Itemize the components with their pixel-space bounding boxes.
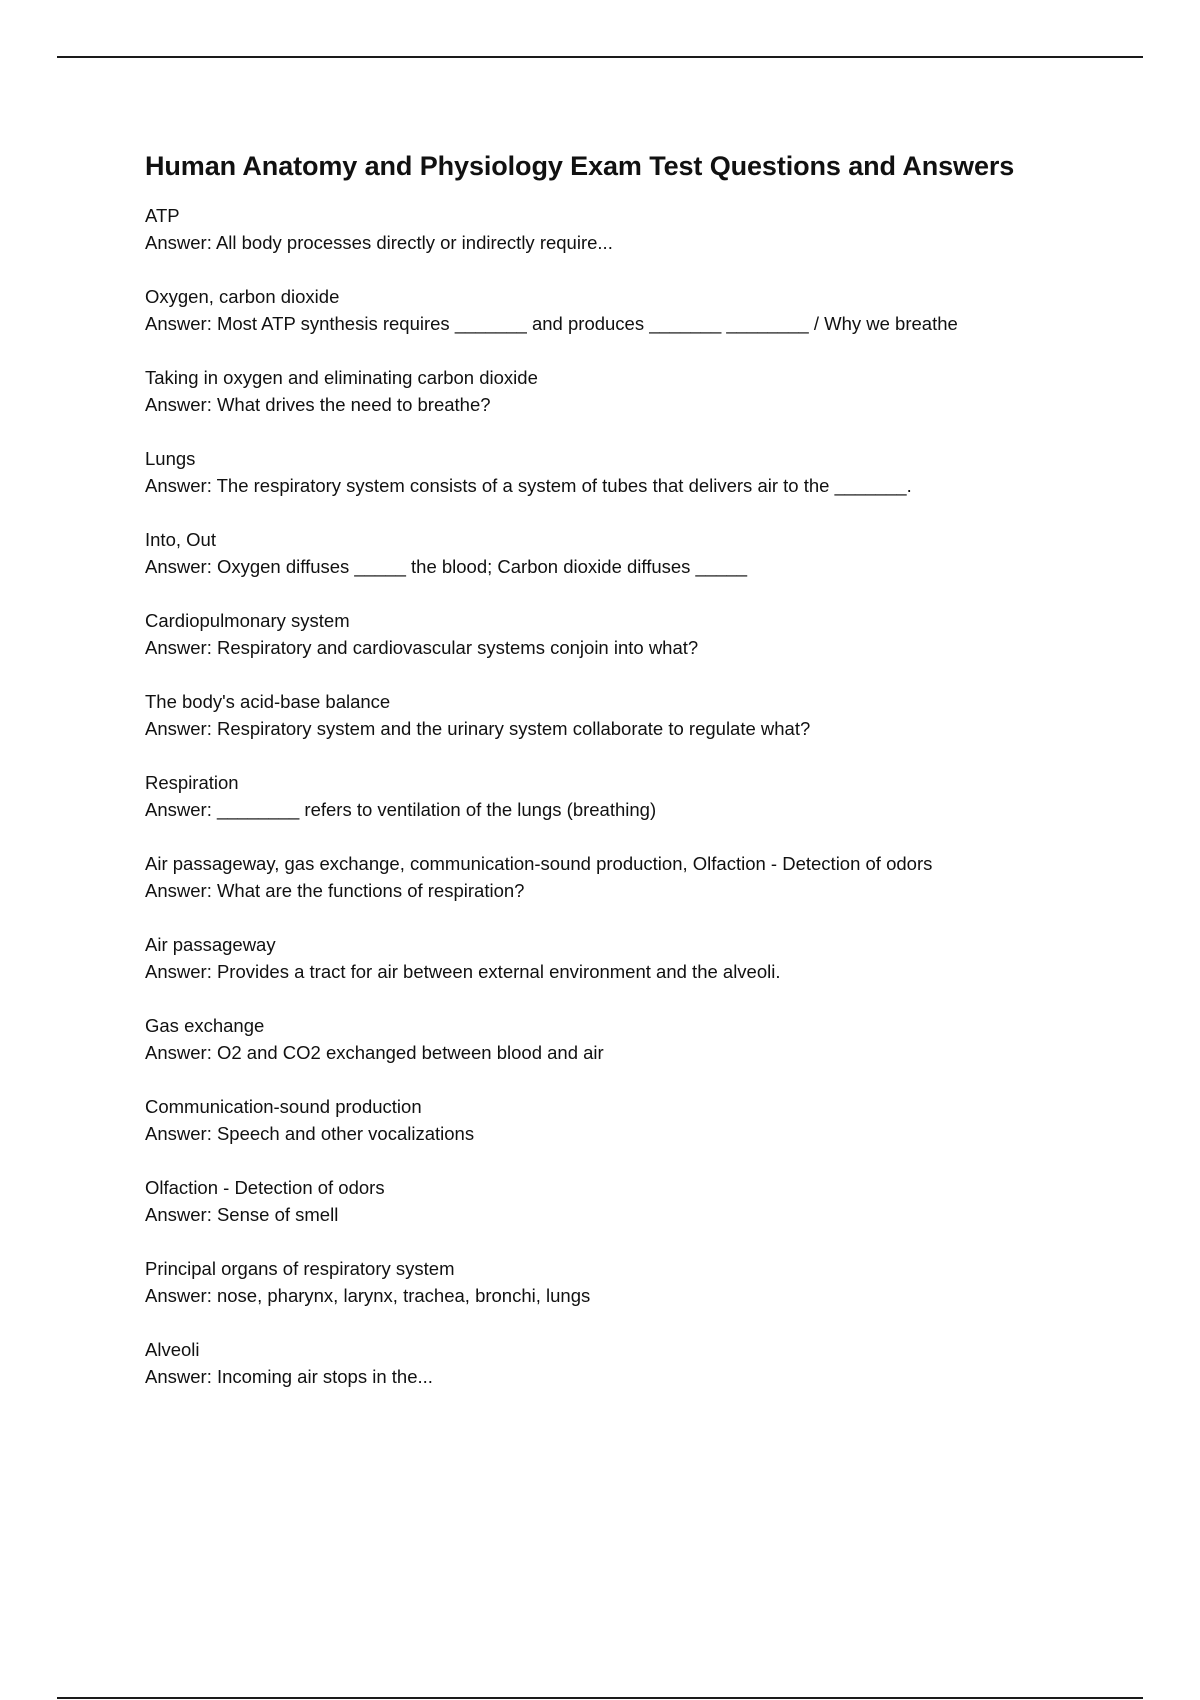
qa-term: Oxygen, carbon dioxide (145, 286, 340, 307)
qa-item (145, 688, 1085, 742)
qa-term: Lungs (145, 448, 196, 469)
qa-item (145, 1336, 1085, 1390)
qa-answer: Answer: Respiratory and cardiovascular systems conjoin into what? (145, 637, 699, 658)
qa-answer: Answer: What are the functions of respiration? (145, 880, 525, 901)
qa-answer: Answer: Incoming air stops in the... (145, 1366, 433, 1387)
qa-answer: Answer: nose, pharynx, larynx, trachea, bronchi, lungs (145, 1285, 591, 1306)
qa-answer: Answer: O2 and CO2 exchanged between blood and air (145, 1042, 604, 1063)
qa-answer: Answer: What drives the need to breathe? (145, 394, 491, 415)
qa-answer: Answer: All body processes directly or indirectly require... (145, 232, 613, 253)
qa-term: Respiration (145, 772, 239, 793)
qa-item (145, 931, 1085, 985)
header-rule (57, 56, 1143, 58)
qa-item (145, 1093, 1085, 1147)
qa-item (145, 526, 1085, 580)
qa-item (145, 850, 1085, 904)
qa-term: Into, Out (145, 529, 216, 550)
qa-term: Gas exchange (145, 1015, 265, 1036)
qa-answer: Answer: Most ATP synthesis requires _______ and produces _______ ________ / Why we breathe (145, 313, 958, 334)
qa-item (145, 1174, 1085, 1228)
qa-item (145, 607, 1085, 661)
qa-term: ATP (145, 205, 180, 226)
qa-term: Olfaction - Detection of odors (145, 1177, 385, 1198)
qa-item (145, 1255, 1085, 1309)
qa-item (145, 202, 1085, 256)
qa-answer: Answer: Provides a tract for air between external environment and the alveoli. (145, 961, 781, 982)
qa-term: Principal organs of respiratory system (145, 1258, 455, 1279)
qa-item (145, 445, 1085, 499)
footer-rule (57, 1697, 1143, 1699)
qa-term: Taking in oxygen and eliminating carbon dioxide (145, 367, 538, 388)
qa-item (145, 364, 1085, 418)
qa-item (145, 283, 1085, 337)
qa-answer: Answer: The respiratory system consists of a system of tubes that delivers air to the _______. (145, 475, 912, 496)
qa-item (145, 769, 1085, 823)
qa-term: Alveoli (145, 1339, 200, 1360)
qa-term: Air passageway (145, 934, 276, 955)
qa-answer: Answer: ________ refers to ventilation of the lungs (breathing) (145, 799, 657, 820)
document-title: Human Anatomy and Physiology Exam Test Questions and Answers (145, 151, 1015, 181)
qa-term: Communication-sound production (145, 1096, 422, 1117)
qa-term: Cardiopulmonary system (145, 610, 350, 631)
qa-term: The body's acid-base balance (145, 691, 391, 712)
qa-answer: Answer: Respiratory system and the urinary system collaborate to regulate what? (145, 718, 811, 739)
qa-answer: Answer: Oxygen diffuses _____ the blood; Carbon dioxide diffuses _____ (145, 556, 747, 577)
document-body (145, 146, 1085, 1417)
qa-term: Air passageway, gas exchange, communication-sound production, Olfaction - Detection of odors (145, 853, 933, 874)
qa-item (145, 1012, 1085, 1066)
qa-answer: Answer: Speech and other vocalizations (145, 1123, 475, 1144)
qa-answer: Answer: Sense of smell (145, 1204, 339, 1225)
